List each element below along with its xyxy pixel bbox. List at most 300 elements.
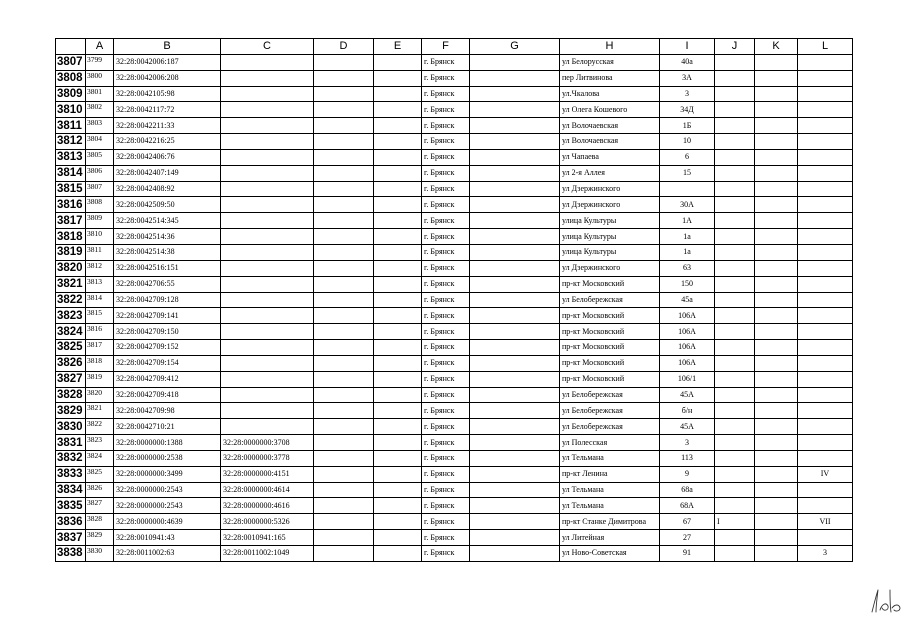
- cell-l[interactable]: [798, 403, 853, 419]
- cell-h[interactable]: ул Белобережская: [560, 403, 660, 419]
- cell-h[interactable]: пр-кт Московский: [560, 324, 660, 340]
- cell-k[interactable]: [755, 435, 798, 451]
- cell-a[interactable]: 3805: [86, 149, 114, 165]
- cell-a[interactable]: 3812: [86, 260, 114, 276]
- cell-c[interactable]: [221, 371, 314, 387]
- cell-a[interactable]: 3822: [86, 419, 114, 435]
- cell-l[interactable]: [798, 54, 853, 70]
- cell-e[interactable]: [374, 213, 422, 229]
- cell-g[interactable]: [470, 70, 560, 86]
- cell-l[interactable]: [798, 134, 853, 150]
- cell-e[interactable]: [374, 387, 422, 403]
- cell-h[interactable]: ул 2-я Аллея: [560, 165, 660, 181]
- cell-k[interactable]: [755, 530, 798, 546]
- cell-k[interactable]: [755, 403, 798, 419]
- cell-f[interactable]: г. Брянск: [422, 134, 470, 150]
- cell-k[interactable]: [755, 308, 798, 324]
- cell-l[interactable]: [798, 355, 853, 371]
- row-number-cell[interactable]: 3830: [56, 419, 86, 435]
- cell-g[interactable]: [470, 244, 560, 260]
- cell-f[interactable]: г. Брянск: [422, 276, 470, 292]
- cell-c[interactable]: [221, 244, 314, 260]
- cell-k[interactable]: [755, 102, 798, 118]
- cell-e[interactable]: [374, 403, 422, 419]
- cell-a[interactable]: 3811: [86, 244, 114, 260]
- cell-a[interactable]: 3806: [86, 165, 114, 181]
- cell-e[interactable]: [374, 260, 422, 276]
- cell-a[interactable]: 3814: [86, 292, 114, 308]
- cell-c[interactable]: [221, 213, 314, 229]
- cell-a[interactable]: 3802: [86, 102, 114, 118]
- cell-l[interactable]: [798, 498, 853, 514]
- row-number-cell[interactable]: 3813: [56, 149, 86, 165]
- cell-h[interactable]: ул Волочаевская: [560, 134, 660, 150]
- cell-d[interactable]: [314, 435, 374, 451]
- cell-i[interactable]: 45А: [660, 419, 715, 435]
- column-header-j[interactable]: J: [715, 39, 755, 55]
- cell-i[interactable]: 45А: [660, 387, 715, 403]
- cell-g[interactable]: [470, 514, 560, 530]
- cell-h[interactable]: ул Дзержинского: [560, 260, 660, 276]
- row-number-cell[interactable]: 3810: [56, 102, 86, 118]
- cell-i[interactable]: 67: [660, 514, 715, 530]
- cell-h[interactable]: пр-кт Московский: [560, 308, 660, 324]
- cell-h[interactable]: ул Волочаевская: [560, 118, 660, 134]
- cell-k[interactable]: [755, 324, 798, 340]
- cell-g[interactable]: [470, 435, 560, 451]
- cell-c[interactable]: 32:28:0000000:4616: [221, 498, 314, 514]
- cell-c[interactable]: [221, 197, 314, 213]
- cell-j[interactable]: [715, 102, 755, 118]
- cell-b[interactable]: 32:28:0042408:92: [114, 181, 221, 197]
- cell-a[interactable]: 3807: [86, 181, 114, 197]
- row-number-cell[interactable]: 3814: [56, 165, 86, 181]
- cell-e[interactable]: [374, 165, 422, 181]
- cell-k[interactable]: [755, 355, 798, 371]
- cell-d[interactable]: [314, 514, 374, 530]
- cell-i[interactable]: 34Д: [660, 102, 715, 118]
- cell-c[interactable]: [221, 260, 314, 276]
- cell-g[interactable]: [470, 371, 560, 387]
- cell-j[interactable]: [715, 466, 755, 482]
- cell-e[interactable]: [374, 149, 422, 165]
- cell-b[interactable]: 32:28:0042706:55: [114, 276, 221, 292]
- cell-l[interactable]: [798, 435, 853, 451]
- cell-h[interactable]: ул Белобережская: [560, 419, 660, 435]
- cell-l[interactable]: [798, 213, 853, 229]
- row-number-cell[interactable]: 3812: [56, 134, 86, 150]
- cell-l[interactable]: [798, 292, 853, 308]
- cell-j[interactable]: [715, 387, 755, 403]
- row-number-cell[interactable]: 3819: [56, 244, 86, 260]
- cell-e[interactable]: [374, 530, 422, 546]
- cell-j[interactable]: [715, 70, 755, 86]
- cell-l[interactable]: [798, 387, 853, 403]
- cell-b[interactable]: 32:28:0000000:4639: [114, 514, 221, 530]
- cell-h[interactable]: ул Дзержинского: [560, 181, 660, 197]
- cell-d[interactable]: [314, 355, 374, 371]
- cell-g[interactable]: [470, 260, 560, 276]
- cell-g[interactable]: [470, 54, 560, 70]
- cell-k[interactable]: [755, 498, 798, 514]
- cell-c[interactable]: 32:28:0000000:4614: [221, 482, 314, 498]
- cell-l[interactable]: [798, 419, 853, 435]
- cell-g[interactable]: [470, 86, 560, 102]
- column-header-l[interactable]: L: [798, 39, 853, 55]
- cell-j[interactable]: [715, 355, 755, 371]
- cell-d[interactable]: [314, 134, 374, 150]
- cell-g[interactable]: [470, 229, 560, 245]
- cell-b[interactable]: 32:28:0042514:36: [114, 229, 221, 245]
- cell-i[interactable]: 106А: [660, 324, 715, 340]
- cell-e[interactable]: [374, 466, 422, 482]
- cell-h[interactable]: пр-кт Московский: [560, 276, 660, 292]
- cell-k[interactable]: [755, 197, 798, 213]
- row-number-cell[interactable]: 3835: [56, 498, 86, 514]
- cell-k[interactable]: [755, 181, 798, 197]
- cell-d[interactable]: [314, 482, 374, 498]
- cell-a[interactable]: 3825: [86, 466, 114, 482]
- cell-d[interactable]: [314, 466, 374, 482]
- cell-j[interactable]: [715, 118, 755, 134]
- cell-i[interactable]: 6: [660, 149, 715, 165]
- column-header-a[interactable]: A: [86, 39, 114, 55]
- cell-h[interactable]: ул Тельмана: [560, 498, 660, 514]
- cell-h[interactable]: ул Тельмана: [560, 450, 660, 466]
- cell-h[interactable]: ул Олега Кошевого: [560, 102, 660, 118]
- cell-l[interactable]: [798, 530, 853, 546]
- cell-e[interactable]: [374, 102, 422, 118]
- cell-k[interactable]: [755, 546, 798, 562]
- cell-g[interactable]: [470, 134, 560, 150]
- cell-i[interactable]: 15: [660, 165, 715, 181]
- cell-k[interactable]: [755, 165, 798, 181]
- cell-i[interactable]: 10: [660, 134, 715, 150]
- cell-e[interactable]: [374, 134, 422, 150]
- cell-i[interactable]: 1Б: [660, 118, 715, 134]
- cell-c[interactable]: [221, 355, 314, 371]
- cell-f[interactable]: г. Брянск: [422, 466, 470, 482]
- cell-k[interactable]: [755, 482, 798, 498]
- column-header-f[interactable]: F: [422, 39, 470, 55]
- cell-f[interactable]: г. Брянск: [422, 419, 470, 435]
- cell-e[interactable]: [374, 419, 422, 435]
- cell-g[interactable]: [470, 387, 560, 403]
- cell-e[interactable]: [374, 498, 422, 514]
- cell-i[interactable]: 63: [660, 260, 715, 276]
- cell-j[interactable]: [715, 54, 755, 70]
- cell-i[interactable]: 91: [660, 546, 715, 562]
- cell-h[interactable]: ул Белорусская: [560, 54, 660, 70]
- cell-f[interactable]: г. Брянск: [422, 197, 470, 213]
- cell-i[interactable]: 3: [660, 86, 715, 102]
- cell-j[interactable]: [715, 324, 755, 340]
- cell-c[interactable]: [221, 229, 314, 245]
- cell-g[interactable]: [470, 276, 560, 292]
- cell-f[interactable]: г. Брянск: [422, 450, 470, 466]
- cell-f[interactable]: г. Брянск: [422, 229, 470, 245]
- cell-h[interactable]: ул Белобережская: [560, 292, 660, 308]
- cell-h[interactable]: пр-кт Московский: [560, 371, 660, 387]
- cell-l[interactable]: [798, 276, 853, 292]
- cell-e[interactable]: [374, 482, 422, 498]
- cell-l[interactable]: [798, 482, 853, 498]
- cell-e[interactable]: [374, 546, 422, 562]
- corner-cell[interactable]: [56, 39, 86, 55]
- row-number-cell[interactable]: 3834: [56, 482, 86, 498]
- cell-b[interactable]: 32:28:0042709:98: [114, 403, 221, 419]
- cell-l[interactable]: [798, 197, 853, 213]
- cell-f[interactable]: г. Брянск: [422, 54, 470, 70]
- cell-i[interactable]: [660, 181, 715, 197]
- cell-b[interactable]: 32:28:0042514:345: [114, 213, 221, 229]
- cell-f[interactable]: г. Брянск: [422, 308, 470, 324]
- cell-l[interactable]: [798, 118, 853, 134]
- cell-k[interactable]: [755, 134, 798, 150]
- cell-b[interactable]: 32:28:0042006:187: [114, 54, 221, 70]
- cell-k[interactable]: [755, 244, 798, 260]
- column-header-c[interactable]: C: [221, 39, 314, 55]
- cell-d[interactable]: [314, 149, 374, 165]
- cell-b[interactable]: 32:28:0042710:21: [114, 419, 221, 435]
- cell-h[interactable]: улица Культуры: [560, 213, 660, 229]
- cell-l[interactable]: [798, 324, 853, 340]
- cell-f[interactable]: г. Брянск: [422, 403, 470, 419]
- cell-b[interactable]: 32:28:0042709:150: [114, 324, 221, 340]
- cell-j[interactable]: [715, 419, 755, 435]
- cell-c[interactable]: [221, 276, 314, 292]
- cell-a[interactable]: 3800: [86, 70, 114, 86]
- cell-b[interactable]: 32:28:0042216:25: [114, 134, 221, 150]
- row-number-cell[interactable]: 3820: [56, 260, 86, 276]
- column-header-k[interactable]: K: [755, 39, 798, 55]
- cell-e[interactable]: [374, 244, 422, 260]
- cell-e[interactable]: [374, 371, 422, 387]
- cell-h[interactable]: пр-кт Московский: [560, 355, 660, 371]
- cell-a[interactable]: 3818: [86, 355, 114, 371]
- cell-d[interactable]: [314, 197, 374, 213]
- cell-k[interactable]: [755, 54, 798, 70]
- cell-l[interactable]: [798, 260, 853, 276]
- cell-f[interactable]: г. Брянск: [422, 292, 470, 308]
- cell-i[interactable]: 3: [660, 435, 715, 451]
- row-number-cell[interactable]: 3818: [56, 229, 86, 245]
- cell-g[interactable]: [470, 308, 560, 324]
- cell-i[interactable]: 3А: [660, 70, 715, 86]
- cell-f[interactable]: г. Брянск: [422, 213, 470, 229]
- cell-l[interactable]: [798, 308, 853, 324]
- cell-k[interactable]: [755, 213, 798, 229]
- row-number-cell[interactable]: 3809: [56, 86, 86, 102]
- cell-a[interactable]: 3815: [86, 308, 114, 324]
- cell-b[interactable]: 32:28:0042709:154: [114, 355, 221, 371]
- row-number-cell[interactable]: 3826: [56, 355, 86, 371]
- cell-g[interactable]: [470, 450, 560, 466]
- cell-l[interactable]: [798, 371, 853, 387]
- cell-f[interactable]: г. Брянск: [422, 340, 470, 356]
- cell-d[interactable]: [314, 450, 374, 466]
- cell-c[interactable]: [221, 419, 314, 435]
- cell-j[interactable]: [715, 308, 755, 324]
- cell-a[interactable]: 3820: [86, 387, 114, 403]
- cell-i[interactable]: 150: [660, 276, 715, 292]
- cell-j[interactable]: [715, 498, 755, 514]
- cell-b[interactable]: 32:28:0000000:2543: [114, 482, 221, 498]
- cell-k[interactable]: [755, 118, 798, 134]
- cell-e[interactable]: [374, 86, 422, 102]
- cell-a[interactable]: 3803: [86, 118, 114, 134]
- cell-a[interactable]: 3809: [86, 213, 114, 229]
- cell-d[interactable]: [314, 86, 374, 102]
- cell-b[interactable]: 32:28:0010941:43: [114, 530, 221, 546]
- cell-c[interactable]: [221, 118, 314, 134]
- cell-f[interactable]: г. Брянск: [422, 482, 470, 498]
- row-number-cell[interactable]: 3817: [56, 213, 86, 229]
- cell-b[interactable]: 32:28:0000000:1388: [114, 435, 221, 451]
- cell-f[interactable]: г. Брянск: [422, 260, 470, 276]
- cell-e[interactable]: [374, 435, 422, 451]
- cell-c[interactable]: 32:28:0010941:165: [221, 530, 314, 546]
- cell-b[interactable]: 32:28:0000000:2538: [114, 450, 221, 466]
- cell-g[interactable]: [470, 482, 560, 498]
- cell-c[interactable]: [221, 149, 314, 165]
- cell-g[interactable]: [470, 213, 560, 229]
- cell-d[interactable]: [314, 371, 374, 387]
- cell-l[interactable]: [798, 149, 853, 165]
- cell-b[interactable]: 32:28:0042006:208: [114, 70, 221, 86]
- cell-e[interactable]: [374, 54, 422, 70]
- row-number-cell[interactable]: 3827: [56, 371, 86, 387]
- cell-i[interactable]: 45а: [660, 292, 715, 308]
- cell-b[interactable]: 32:28:0042514:38: [114, 244, 221, 260]
- cell-j[interactable]: [715, 229, 755, 245]
- cell-c[interactable]: [221, 324, 314, 340]
- cell-e[interactable]: [374, 181, 422, 197]
- cell-k[interactable]: [755, 260, 798, 276]
- cell-b[interactable]: 32:28:0042406:76: [114, 149, 221, 165]
- cell-l[interactable]: [798, 340, 853, 356]
- cell-l[interactable]: [798, 244, 853, 260]
- cell-e[interactable]: [374, 70, 422, 86]
- cell-d[interactable]: [314, 546, 374, 562]
- cell-a[interactable]: 3829: [86, 530, 114, 546]
- cell-c[interactable]: [221, 70, 314, 86]
- row-number-cell[interactable]: 3811: [56, 118, 86, 134]
- cell-h[interactable]: улица Культуры: [560, 244, 660, 260]
- cell-h[interactable]: ул Дзержинского: [560, 197, 660, 213]
- cell-f[interactable]: г. Брянск: [422, 387, 470, 403]
- cell-c[interactable]: 32:28:0000000:3778: [221, 450, 314, 466]
- cell-i[interactable]: 1а: [660, 229, 715, 245]
- cell-j[interactable]: [715, 292, 755, 308]
- cell-h[interactable]: ул.Чкалова: [560, 86, 660, 102]
- cell-e[interactable]: [374, 197, 422, 213]
- cell-f[interactable]: г. Брянск: [422, 371, 470, 387]
- cell-j[interactable]: [715, 260, 755, 276]
- row-number-cell[interactable]: 3816: [56, 197, 86, 213]
- cell-h[interactable]: ул Литейная: [560, 530, 660, 546]
- cell-e[interactable]: [374, 514, 422, 530]
- cell-j[interactable]: [715, 86, 755, 102]
- cell-j[interactable]: [715, 403, 755, 419]
- cell-e[interactable]: [374, 340, 422, 356]
- cell-k[interactable]: [755, 450, 798, 466]
- cell-d[interactable]: [314, 387, 374, 403]
- column-header-h[interactable]: H: [560, 39, 660, 55]
- cell-f[interactable]: г. Брянск: [422, 324, 470, 340]
- cell-g[interactable]: [470, 165, 560, 181]
- row-number-cell[interactable]: 3836: [56, 514, 86, 530]
- cell-i[interactable]: 30А: [660, 197, 715, 213]
- cell-j[interactable]: [715, 340, 755, 356]
- row-number-cell[interactable]: 3829: [56, 403, 86, 419]
- cell-f[interactable]: г. Брянск: [422, 149, 470, 165]
- cell-k[interactable]: [755, 292, 798, 308]
- cell-l[interactable]: [798, 70, 853, 86]
- cell-e[interactable]: [374, 292, 422, 308]
- cell-a[interactable]: 3819: [86, 371, 114, 387]
- cell-l[interactable]: [798, 165, 853, 181]
- cell-k[interactable]: [755, 466, 798, 482]
- cell-d[interactable]: [314, 308, 374, 324]
- cell-e[interactable]: [374, 450, 422, 466]
- cell-b[interactable]: 32:28:0042709:152: [114, 340, 221, 356]
- cell-e[interactable]: [374, 308, 422, 324]
- cell-a[interactable]: 3817: [86, 340, 114, 356]
- cell-d[interactable]: [314, 498, 374, 514]
- cell-d[interactable]: [314, 530, 374, 546]
- cell-i[interactable]: 68а: [660, 482, 715, 498]
- cell-d[interactable]: [314, 403, 374, 419]
- cell-h[interactable]: ул Ново-Советская: [560, 546, 660, 562]
- cell-c[interactable]: [221, 292, 314, 308]
- cell-a[interactable]: 3826: [86, 482, 114, 498]
- cell-h[interactable]: пр-кт Ленина: [560, 466, 660, 482]
- cell-f[interactable]: г. Брянск: [422, 435, 470, 451]
- cell-a[interactable]: 3801: [86, 86, 114, 102]
- cell-k[interactable]: [755, 276, 798, 292]
- column-header-g[interactable]: G: [470, 39, 560, 55]
- cell-c[interactable]: [221, 86, 314, 102]
- cell-c[interactable]: [221, 102, 314, 118]
- cell-g[interactable]: [470, 340, 560, 356]
- cell-f[interactable]: г. Брянск: [422, 70, 470, 86]
- cell-j[interactable]: [715, 530, 755, 546]
- cell-b[interactable]: 32:28:0042105:98: [114, 86, 221, 102]
- cell-a[interactable]: 3813: [86, 276, 114, 292]
- cell-h[interactable]: пр-кт Станке Димитрова: [560, 514, 660, 530]
- cell-d[interactable]: [314, 292, 374, 308]
- cell-k[interactable]: [755, 419, 798, 435]
- cell-f[interactable]: г. Брянск: [422, 244, 470, 260]
- cell-e[interactable]: [374, 276, 422, 292]
- cell-a[interactable]: 3804: [86, 134, 114, 150]
- row-number-cell[interactable]: 3825: [56, 340, 86, 356]
- cell-i[interactable]: 27: [660, 530, 715, 546]
- cell-a[interactable]: 3828: [86, 514, 114, 530]
- row-number-cell[interactable]: 3822: [56, 292, 86, 308]
- cell-l[interactable]: [798, 229, 853, 245]
- row-number-cell[interactable]: 3828: [56, 387, 86, 403]
- cell-h[interactable]: ул Чапаева: [560, 149, 660, 165]
- cell-j[interactable]: [715, 482, 755, 498]
- cell-j[interactable]: [715, 546, 755, 562]
- cell-a[interactable]: 3830: [86, 546, 114, 562]
- cell-f[interactable]: г. Брянск: [422, 546, 470, 562]
- cell-i[interactable]: 106А: [660, 355, 715, 371]
- cell-d[interactable]: [314, 54, 374, 70]
- cell-i[interactable]: 106А: [660, 308, 715, 324]
